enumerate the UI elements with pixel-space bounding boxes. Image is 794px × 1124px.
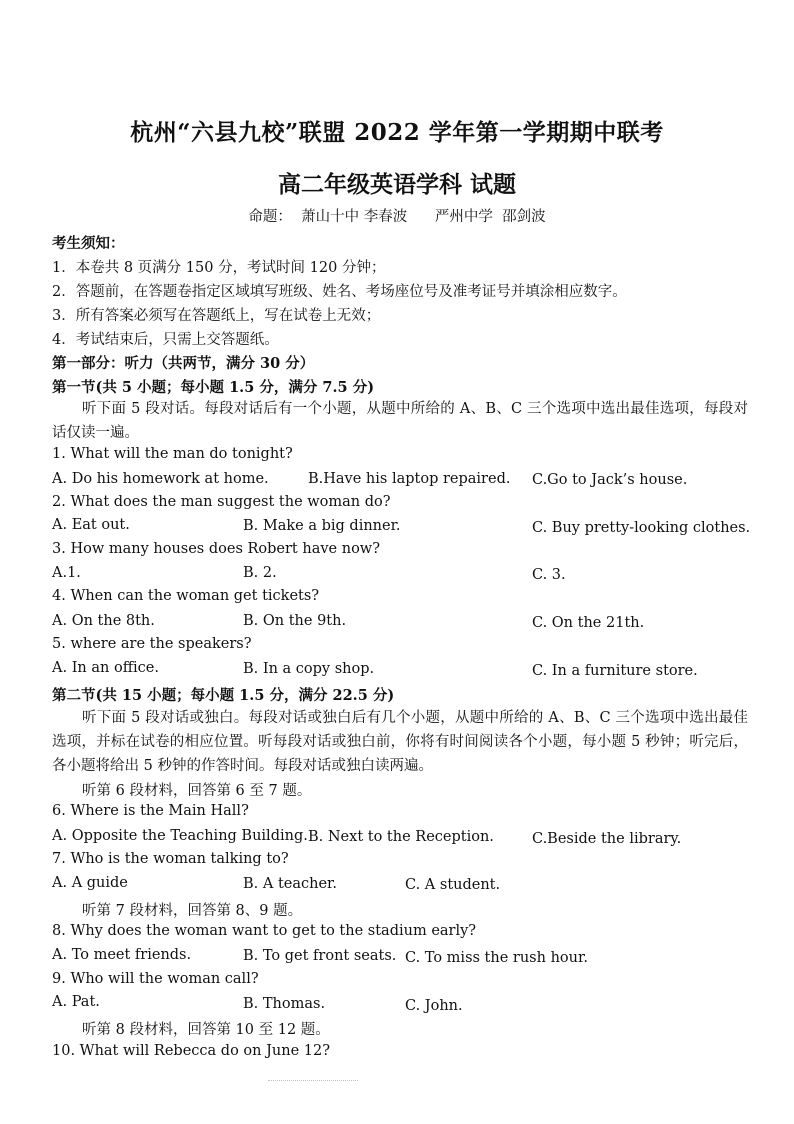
notice-item-2: 2．答题前，在答题卷指定区域填写班级、姓名、考场座位号及准考证号并填涂相应数字。 <box>52 284 627 300</box>
question-7-option-c: C. A student. <box>405 877 501 893</box>
question-4-option-c: C. On the 21th. <box>532 615 645 631</box>
question-3-option-b: B. 2. <box>243 565 277 581</box>
question-1-option-b: B.Have his laptop repaired. <box>308 471 511 487</box>
question-3-stem: 3. How many houses does Robert have now? <box>52 541 380 557</box>
section1-heading: 第一节(共 5 小题；每小题 1.5 分，满分 7.5 分) <box>52 379 375 396</box>
question-4-option-b: B. On the 9th. <box>243 613 347 629</box>
question-2-option-c: C. Buy pretty-looking clothes. <box>532 520 751 536</box>
question-6-option-a: A. Opposite the Teaching Building. <box>52 828 308 844</box>
question-7-option-b: B. A teacher. <box>243 876 337 892</box>
question-2-option-a: A. Eat out. <box>52 517 130 533</box>
notice-item-3: 3．所有答案必须写在答题纸上，写在试卷上无效； <box>52 308 381 324</box>
question-1-option-c: C.Go to Jack’s house. <box>532 472 688 488</box>
question-6-option-c: C.Beside the library. <box>532 831 682 847</box>
question-4-option-a: A. On the 8th. <box>52 613 155 629</box>
question-9-stem: 9. Who will the woman call? <box>52 971 259 987</box>
question-5-option-b: B. In a copy shop. <box>243 661 375 677</box>
section2-instructions: 听下面 5 段对话或独白。每段对话或独白后有几个小题，从题中所给的 A、B、C 三个选项中选出最佳选项，并标在试卷的相应位置。听每段对话或独白前，你将有时间阅读各个小题，每小题 5 秒钟；听完后，各小题将给出 5 秒钟的作答时间。每段对话或独白读两遍。 <box>52 710 748 774</box>
question-9-option-b: B. Thomas. <box>243 996 326 1012</box>
question-1-stem: 1. What will the man do tonight? <box>52 446 293 462</box>
question-9-option-c: C. John. <box>405 998 463 1014</box>
question-6-option-b: B. Next to the Reception. <box>308 829 494 845</box>
part1-heading: 第一部分：听力（共两节，满分 30 分） <box>52 355 315 372</box>
question-2-option-b: B. Make a big dinner. <box>243 518 401 534</box>
notice-item-4: 4．考试结束后，只需上交答题纸。 <box>52 332 279 348</box>
question-9-option-a: A. Pat. <box>52 994 100 1010</box>
question-8-option-a: A. To meet friends. <box>52 947 192 963</box>
exam-authors: 命题： 萧山十中 李春波 严州中学 邵剑波 <box>248 209 546 225</box>
question-8-option-c: C. To miss the rush hour. <box>405 950 588 966</box>
question-7-stem: 7. Who is the woman talking to? <box>52 851 289 867</box>
question-10-stem: 10. What will Rebecca do on June 12? <box>52 1043 330 1059</box>
question-2-stem: 2. What does the man suggest the woman do? <box>52 494 391 510</box>
question-5-stem: 5. where are the speakers? <box>52 636 252 652</box>
question-3-option-c: C. 3. <box>532 567 566 583</box>
section1-instructions: 听下面 5 段对话。每段对话后有一个小题，从题中所给的 A、B、C 三个选项中选出最佳选项，每段对话仅读一遍。 <box>52 401 748 441</box>
question-3-option-a: A.1. <box>52 565 81 581</box>
question-1-option-a: A. Do his homework at home. <box>52 471 269 487</box>
question-5-option-c: C. In a furniture store. <box>532 663 698 679</box>
section2-heading: 第二节(共 15 小题；每小题 1.5 分，满分 22.5 分) <box>52 687 395 704</box>
exam-subtitle: 高二年级英语学科 试题 <box>277 171 516 198</box>
question-8-stem: 8. Why does the woman want to get to the stadium early? <box>52 923 477 939</box>
notice-item-1: 1．本卷共 8 页满分 150 分，考试时间 120 分钟； <box>52 260 386 276</box>
footer-faint-mark <box>268 1080 358 1084</box>
exam-title: 杭州“六县九校”联盟 2022 学年第一学期期中联考 <box>130 119 664 146</box>
material-6-instruction: 听第 6 段材料，回答第 6 至 7 题。 <box>82 783 312 799</box>
question-4-stem: 4. When can the woman get tickets? <box>52 588 320 604</box>
question-6-stem: 6. Where is the Main Hall? <box>52 803 249 819</box>
material-8-instruction: 听第 8 段材料，回答第 10 至 12 题。 <box>82 1022 330 1038</box>
question-8-option-b: B. To get front seats. <box>243 948 397 964</box>
question-5-option-a: A. In an office. <box>52 660 159 676</box>
question-7-option-a: A. A guide <box>52 875 128 891</box>
material-7-instruction: 听第 7 段材料，回答第 8、9 题。 <box>82 903 303 919</box>
notice-heading: 考生须知： <box>52 235 125 252</box>
